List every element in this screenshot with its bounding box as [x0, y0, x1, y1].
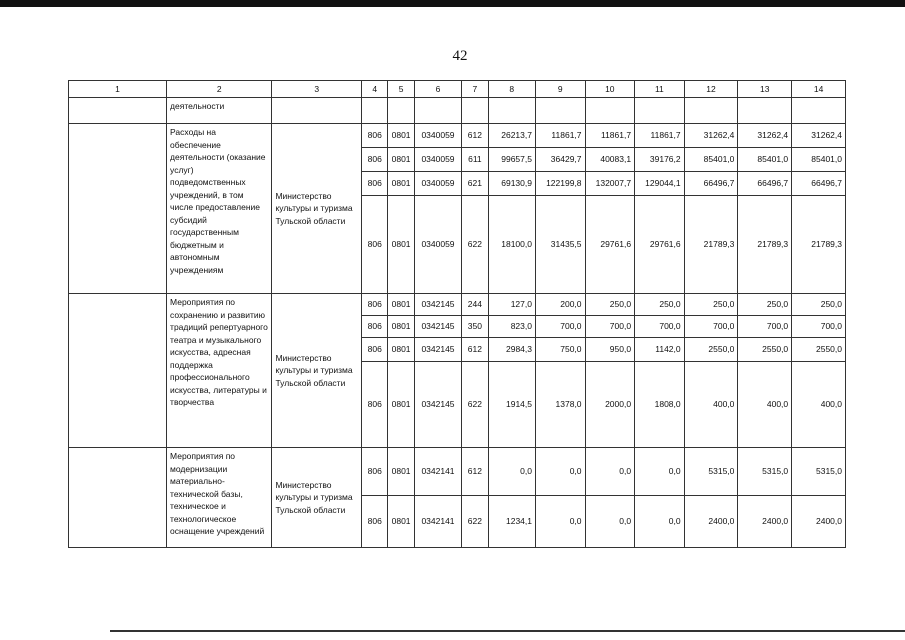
value-cell: 11861,7 [535, 124, 585, 148]
code-cell: 806 [362, 124, 388, 148]
code-cell: 806 [362, 338, 388, 362]
code-cell: 0340059 [414, 148, 461, 172]
value-cell: 400,0 [684, 362, 738, 448]
value-cell: 85401,0 [738, 148, 792, 172]
value-cell: 99657,5 [488, 148, 535, 172]
ministry-name: Министерство культуры и туризма Тульской области [272, 294, 362, 448]
code-cell: 0801 [388, 496, 414, 548]
table-body [69, 124, 846, 548]
value-cell: 2984,3 [488, 338, 535, 362]
code-cell: 0342145 [414, 338, 461, 362]
value-cell: 250,0 [738, 294, 792, 316]
value-cell: 85401,0 [792, 148, 846, 172]
value-cell: 5315,0 [738, 448, 792, 496]
value-cell: 21789,3 [684, 196, 738, 294]
value-cell: 1914,5 [488, 362, 535, 448]
empty-cell [585, 98, 635, 124]
header-cell: 6 [414, 81, 461, 98]
code-cell: 244 [462, 294, 488, 316]
item-description: Расходы на обеспечение деятельности (оказание услуг) подведомственных учреждений, в том числе предоставление субсидий государственным бюджетным и автономным учреждениям [167, 124, 272, 294]
value-cell: 250,0 [684, 294, 738, 316]
value-cell: 200,0 [535, 294, 585, 316]
value-cell: 1234,1 [488, 496, 535, 548]
code-cell: 806 [362, 448, 388, 496]
header-cell: 3 [272, 81, 362, 98]
empty-cell [635, 98, 685, 124]
header-cell: 2 [167, 81, 272, 98]
page-number: 42 [452, 48, 468, 64]
value-cell: 823,0 [488, 316, 535, 338]
table-row [69, 294, 846, 316]
value-cell: 1808,0 [635, 362, 685, 448]
empty-cell [272, 98, 362, 124]
code-cell: 621 [462, 172, 488, 196]
code-cell: 806 [362, 172, 388, 196]
value-cell: 122199,8 [535, 172, 585, 196]
code-cell: 350 [462, 316, 488, 338]
header-cell: 7 [462, 81, 488, 98]
value-cell: 36429,7 [535, 148, 585, 172]
value-cell: 29761,6 [635, 196, 685, 294]
value-cell: 0,0 [488, 448, 535, 496]
value-cell: 0,0 [635, 448, 685, 496]
item-description: Мероприятия по модернизации материально-технической базы, техническое и технологическое оснащение учреждений [167, 448, 272, 548]
code-cell: 0801 [388, 362, 414, 448]
code-cell: 612 [462, 448, 488, 496]
value-cell: 400,0 [738, 362, 792, 448]
value-cell: 11861,7 [635, 124, 685, 148]
value-cell: 2000,0 [585, 362, 635, 448]
header-cell: 14 [792, 81, 846, 98]
code-cell: 0342141 [414, 448, 461, 496]
value-cell: 5315,0 [792, 448, 846, 496]
value-cell: 1378,0 [535, 362, 585, 448]
header-cell: 12 [684, 81, 738, 98]
value-cell: 700,0 [585, 316, 635, 338]
code-cell: 0340059 [414, 172, 461, 196]
value-cell: 31435,5 [535, 196, 585, 294]
continuation-text: деятельности [167, 98, 272, 124]
value-cell: 66496,7 [792, 172, 846, 196]
value-cell: 0,0 [535, 496, 585, 548]
value-cell: 18100,0 [488, 196, 535, 294]
code-cell: 611 [462, 148, 488, 172]
empty-cell [69, 124, 167, 294]
header-cell: 8 [488, 81, 535, 98]
value-cell: 5315,0 [684, 448, 738, 496]
table-row [69, 448, 846, 496]
code-cell: 0801 [388, 448, 414, 496]
code-cell: 0342145 [414, 362, 461, 448]
value-cell: 700,0 [684, 316, 738, 338]
value-cell: 40083,1 [585, 148, 635, 172]
value-cell: 0,0 [635, 496, 685, 548]
bottom-border-line [110, 630, 905, 632]
value-cell: 85401,0 [684, 148, 738, 172]
value-cell: 129044,1 [635, 172, 685, 196]
value-cell: 400,0 [792, 362, 846, 448]
code-cell: 806 [362, 196, 388, 294]
value-cell: 0,0 [535, 448, 585, 496]
value-cell: 31262,4 [684, 124, 738, 148]
code-cell: 0801 [388, 338, 414, 362]
value-cell: 31262,4 [738, 124, 792, 148]
table-row [69, 124, 846, 148]
header-cell: 9 [535, 81, 585, 98]
value-cell: 2550,0 [792, 338, 846, 362]
value-cell: 2400,0 [738, 496, 792, 548]
empty-cell [362, 98, 388, 124]
value-cell: 21789,3 [738, 196, 792, 294]
value-cell: 750,0 [535, 338, 585, 362]
header-cell: 13 [738, 81, 792, 98]
value-cell: 700,0 [535, 316, 585, 338]
header-cell: 11 [635, 81, 685, 98]
value-cell: 39176,2 [635, 148, 685, 172]
value-cell: 29761,6 [585, 196, 635, 294]
empty-cell [535, 98, 585, 124]
code-cell: 0801 [388, 124, 414, 148]
code-cell: 0801 [388, 316, 414, 338]
empty-cell [69, 448, 167, 548]
value-cell: 0,0 [585, 496, 635, 548]
empty-cell [414, 98, 461, 124]
value-cell: 700,0 [738, 316, 792, 338]
value-cell: 700,0 [792, 316, 846, 338]
code-cell: 0801 [388, 294, 414, 316]
value-cell: 66496,7 [738, 172, 792, 196]
item-description: Мероприятия по сохранению и развитию традиций репертуарного театра и музыкального искусства, адресная поддержка профессионального искусства, литературы и творчества [167, 294, 272, 448]
ministry-name: Министерство культуры и туризма Тульской области [272, 448, 362, 548]
empty-cell [69, 98, 167, 124]
code-cell: 0342145 [414, 294, 461, 316]
code-cell: 806 [362, 148, 388, 172]
header-cell: 5 [388, 81, 414, 98]
value-cell: 21789,3 [792, 196, 846, 294]
code-cell: 0342145 [414, 316, 461, 338]
code-cell: 622 [462, 196, 488, 294]
code-cell: 0801 [388, 148, 414, 172]
value-cell: 250,0 [792, 294, 846, 316]
value-cell: 950,0 [585, 338, 635, 362]
value-cell: 2550,0 [684, 338, 738, 362]
value-cell: 26213,7 [488, 124, 535, 148]
header-cell: 1 [69, 81, 167, 98]
value-cell: 66496,7 [684, 172, 738, 196]
value-cell: 31262,4 [792, 124, 846, 148]
continuation-row [69, 98, 846, 124]
code-cell: 612 [462, 124, 488, 148]
empty-cell [684, 98, 738, 124]
code-cell: 0342141 [414, 496, 461, 548]
value-cell: 2400,0 [792, 496, 846, 548]
value-cell: 700,0 [635, 316, 685, 338]
empty-cell [792, 98, 846, 124]
code-cell: 806 [362, 496, 388, 548]
value-cell: 0,0 [585, 448, 635, 496]
code-cell: 806 [362, 294, 388, 316]
code-cell: 612 [462, 338, 488, 362]
ministry-name: Министерство культуры и туризма Тульской области [272, 124, 362, 294]
code-cell: 0801 [388, 196, 414, 294]
value-cell: 11861,7 [585, 124, 635, 148]
code-cell: 806 [362, 316, 388, 338]
value-cell: 1142,0 [635, 338, 685, 362]
empty-cell [69, 294, 167, 448]
value-cell: 69130,9 [488, 172, 535, 196]
empty-cell [462, 98, 488, 124]
header-cell: 4 [362, 81, 388, 98]
code-cell: 0340059 [414, 124, 461, 148]
value-cell: 132007,7 [585, 172, 635, 196]
code-cell: 622 [462, 496, 488, 548]
code-cell: 0801 [388, 172, 414, 196]
code-cell: 622 [462, 362, 488, 448]
top-border-line [0, 0, 905, 7]
value-cell: 2550,0 [738, 338, 792, 362]
value-cell: 250,0 [585, 294, 635, 316]
code-cell: 0340059 [414, 196, 461, 294]
header-row [69, 81, 846, 98]
value-cell: 127,0 [488, 294, 535, 316]
header-cell: 10 [585, 81, 635, 98]
empty-cell [388, 98, 414, 124]
budget-table [68, 80, 846, 548]
value-cell: 2400,0 [684, 496, 738, 548]
value-cell: 250,0 [635, 294, 685, 316]
code-cell: 806 [362, 362, 388, 448]
empty-cell [738, 98, 792, 124]
empty-cell [488, 98, 535, 124]
